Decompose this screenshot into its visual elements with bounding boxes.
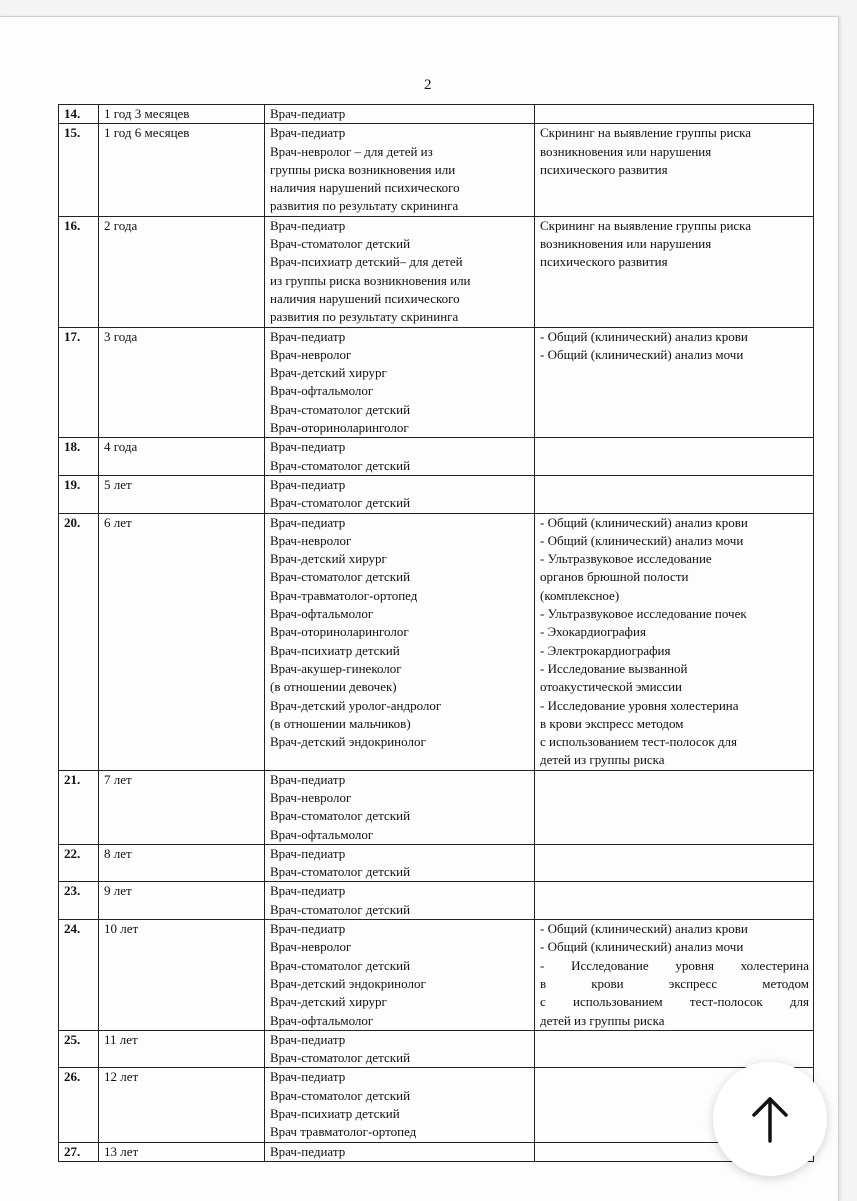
age-cell: 7 лет: [99, 770, 265, 844]
tests-cell: [535, 105, 814, 124]
doctor-line: Врач-педиатр: [270, 106, 346, 121]
test-line: - Исследование уровня холестерина: [540, 957, 809, 973]
tests-cell: [535, 920, 814, 1031]
doctors-cell: [265, 882, 535, 920]
test-line: - Электрокардиография: [540, 642, 671, 658]
doctor-line: Врач-офтальмолог: [270, 606, 374, 622]
doctor-line: Врач-стоматолог детский: [270, 901, 411, 917]
doctor-line: Врач-стоматолог детский: [270, 401, 411, 417]
doctor-line: Врач-акушер-гинеколог: [270, 660, 402, 676]
doctor-line: группы риска возникновения или: [270, 161, 456, 177]
row-number: 17.: [59, 327, 99, 438]
doctor-line: Врач травматолог-ортопед: [270, 1124, 417, 1140]
row-number: 21.: [59, 770, 99, 844]
doctors-cell: [265, 216, 535, 327]
table-row: [59, 475, 814, 513]
table-row: [59, 1030, 814, 1068]
test-line: возникновения или нарушения: [540, 143, 712, 159]
test-line: (комплексное): [540, 587, 620, 603]
doctors-cell: [265, 920, 535, 1031]
doctor-line: Врач-детский хирург: [270, 994, 387, 1010]
test-line: психического развития: [540, 161, 668, 177]
tests-cell: [535, 216, 814, 327]
test-line: психического развития: [540, 254, 668, 270]
row-number: 15.: [59, 124, 99, 216]
table-row: [59, 920, 814, 1031]
doctor-line: Врач-невролог: [270, 789, 352, 805]
examination-schedule-table: [58, 104, 814, 1162]
doctor-line: Врач-психиатр детский– для детей: [270, 254, 463, 270]
row-number: 19.: [59, 475, 99, 513]
doctor-line: Врач-офтальмолог: [270, 383, 374, 399]
doctor-line: Врач-офтальмолог: [270, 1012, 374, 1028]
doctor-line: Врач-педиатр: [270, 1143, 346, 1159]
scroll-to-top-button[interactable]: [713, 1062, 827, 1176]
row-number: 25.: [59, 1030, 99, 1068]
doctor-line: Врач-оториноларинголог: [270, 624, 409, 640]
age-cell: 3 года: [99, 327, 265, 438]
row-number: 20.: [59, 513, 99, 770]
tests-cell: [535, 438, 814, 476]
test-line: с использованием тест-полосок для: [540, 994, 809, 1010]
age-cell: 1 год 3 месяцев: [99, 105, 265, 124]
doctors-cell: [265, 1142, 535, 1161]
age-cell: 13 лет: [99, 1142, 265, 1161]
test-line: детей из группы риска: [540, 752, 665, 768]
age-cell: 9 лет: [99, 882, 265, 920]
test-line: - Исследование вызванной: [540, 660, 688, 676]
doctor-line: Врач-педиатр: [270, 125, 346, 141]
doctor-line: наличия нарушений психического: [270, 290, 460, 306]
doctor-line: Врач-педиатр: [270, 883, 346, 899]
page-number: 2: [424, 77, 432, 93]
doctor-line: Врач-педиатр: [270, 514, 346, 530]
table-row: [59, 1142, 814, 1161]
test-line: - Общий (клинический) анализ крови: [540, 514, 748, 530]
doctor-line: Врач-стоматолог детский: [270, 1087, 411, 1103]
age-cell: 2 года: [99, 216, 265, 327]
doctor-line: Врач-педиатр: [270, 328, 346, 344]
age-cell: 11 лет: [99, 1030, 265, 1068]
table-row: [59, 770, 814, 844]
doctor-line: Врач-стоматолог детский: [270, 457, 411, 473]
test-line: возникновения или нарушения: [540, 236, 712, 252]
tests-cell: [535, 882, 814, 920]
doctor-line: развития по результату скрининга: [270, 198, 459, 214]
tests-cell: [535, 844, 814, 882]
doctor-line: Врач-педиатр: [270, 1069, 346, 1085]
row-number: 22.: [59, 844, 99, 882]
doctor-line: Врач-педиатр: [270, 1031, 346, 1047]
table-row: [59, 438, 814, 476]
doctor-line: Врач-педиатр: [270, 476, 346, 492]
doctor-line: Врач-педиатр: [270, 771, 346, 787]
table-row: [59, 513, 814, 770]
doctor-line: Врач-стоматолог детский: [270, 1050, 411, 1066]
row-number: 27.: [59, 1142, 99, 1161]
doctor-line: Врач-педиатр: [270, 439, 346, 455]
tests-cell: [535, 513, 814, 770]
row-number: 16.: [59, 216, 99, 327]
doctors-cell: [265, 105, 535, 124]
table-row: [59, 105, 814, 124]
test-line: - Эхокардиография: [540, 624, 646, 640]
age-cell: 1 год 6 месяцев: [99, 124, 265, 216]
table-row: [59, 844, 814, 882]
test-line: Скрининг на выявление группы риска: [540, 217, 752, 233]
doctor-line: Врач-педиатр: [270, 217, 346, 233]
doctor-line: Врач-стоматолог детский: [270, 495, 411, 511]
test-line: - Общий (клинический) анализ мочи: [540, 939, 744, 955]
doctors-cell: [265, 844, 535, 882]
test-line: - Общий (клинический) анализ мочи: [540, 532, 744, 548]
table-row: [59, 216, 814, 327]
doctor-line: Врач-психиатр детский: [270, 642, 400, 658]
tests-cell: [535, 327, 814, 438]
doctor-line: Врач-детский уролог-андролог: [270, 697, 442, 713]
doctor-line: Врач-стоматолог детский: [270, 236, 411, 252]
doctors-cell: [265, 513, 535, 770]
doctor-line: из группы риска возникновения или: [270, 272, 471, 288]
age-cell: 4 года: [99, 438, 265, 476]
test-line: детей из группы риска: [540, 1012, 665, 1028]
row-number: 23.: [59, 882, 99, 920]
doctors-cell: [265, 770, 535, 844]
test-line: в крови экспресс методом: [540, 975, 809, 991]
test-line: органов брюшной полости: [540, 569, 689, 585]
doctor-line: наличия нарушений психического: [270, 180, 460, 196]
doctor-line: Врач-педиатр: [270, 921, 346, 937]
doctor-line: Врач-детский эндокринолог: [270, 734, 426, 750]
table-body: [59, 105, 814, 1162]
doctors-cell: [265, 1068, 535, 1142]
doctor-line: Врач-детский эндокринолог: [270, 975, 426, 991]
age-cell: 12 лет: [99, 1068, 265, 1142]
test-line: Скрининг на выявление группы риска: [540, 125, 752, 141]
table-row: [59, 882, 814, 920]
doctor-line: Врач-офтальмолог: [270, 826, 374, 842]
doctor-line: Врач-стоматолог детский: [270, 864, 411, 880]
test-line: в крови экспресс методом: [540, 715, 684, 731]
doctor-line: Врач-стоматолог детский: [270, 569, 411, 585]
doctor-line: Врач-детский хирург: [270, 551, 387, 567]
age-cell: 8 лет: [99, 844, 265, 882]
doctor-line: Врач-невролог: [270, 939, 352, 955]
doctor-line: развития по результату скрининга: [270, 309, 459, 325]
age-cell: 6 лет: [99, 513, 265, 770]
doctor-line: (в отношении мальчиков): [270, 715, 411, 731]
arrow-up-icon: [750, 1095, 790, 1143]
tests-cell: [535, 124, 814, 216]
table-row: [59, 327, 814, 438]
age-cell: 10 лет: [99, 920, 265, 1031]
doctor-line: (в отношении девочек): [270, 679, 397, 695]
row-number: 18.: [59, 438, 99, 476]
doctor-line: Врач-невролог – для детей из: [270, 143, 433, 159]
row-number: 14.: [59, 105, 99, 124]
test-line: - Общий (клинический) анализ крови: [540, 921, 748, 937]
row-number: 24.: [59, 920, 99, 1031]
doctor-line: Врач-стоматолог детский: [270, 808, 411, 824]
doctors-cell: [265, 327, 535, 438]
doctors-cell: [265, 124, 535, 216]
test-line: - Ультразвуковое исследование почек: [540, 606, 747, 622]
doctor-line: Врач-стоматолог детский: [270, 957, 411, 973]
doctor-line: Врач-травматолог-ортопед: [270, 587, 418, 603]
tests-cell: [535, 475, 814, 513]
doctor-line: Врач-невролог: [270, 532, 352, 548]
doctor-line: Врач-педиатр: [270, 845, 346, 861]
age-cell: 5 лет: [99, 475, 265, 513]
test-line: с использованием тест-полосок для: [540, 734, 737, 750]
table-row: [59, 124, 814, 216]
doctor-line: Врач-оториноларинголог: [270, 420, 409, 436]
test-line: - Общий (клинический) анализ крови: [540, 328, 748, 344]
doctors-cell: [265, 475, 535, 513]
doctors-cell: [265, 1030, 535, 1068]
document-page: [0, 16, 839, 1201]
row-number: 26.: [59, 1068, 99, 1142]
test-line: отоакустической эмиссии: [540, 679, 683, 695]
test-line: - Общий (клинический) анализ мочи: [540, 346, 744, 362]
doctor-line: Врач-детский хирург: [270, 365, 387, 381]
test-line: - Исследование уровня холестерина: [540, 697, 739, 713]
doctors-cell: [265, 438, 535, 476]
doctor-line: Врач-невролог: [270, 346, 352, 362]
doctor-line: Врач-психиатр детский: [270, 1106, 400, 1122]
tests-cell: [535, 770, 814, 844]
test-line: - Ультразвуковое исследование: [540, 551, 712, 567]
table-row: [59, 1068, 814, 1142]
